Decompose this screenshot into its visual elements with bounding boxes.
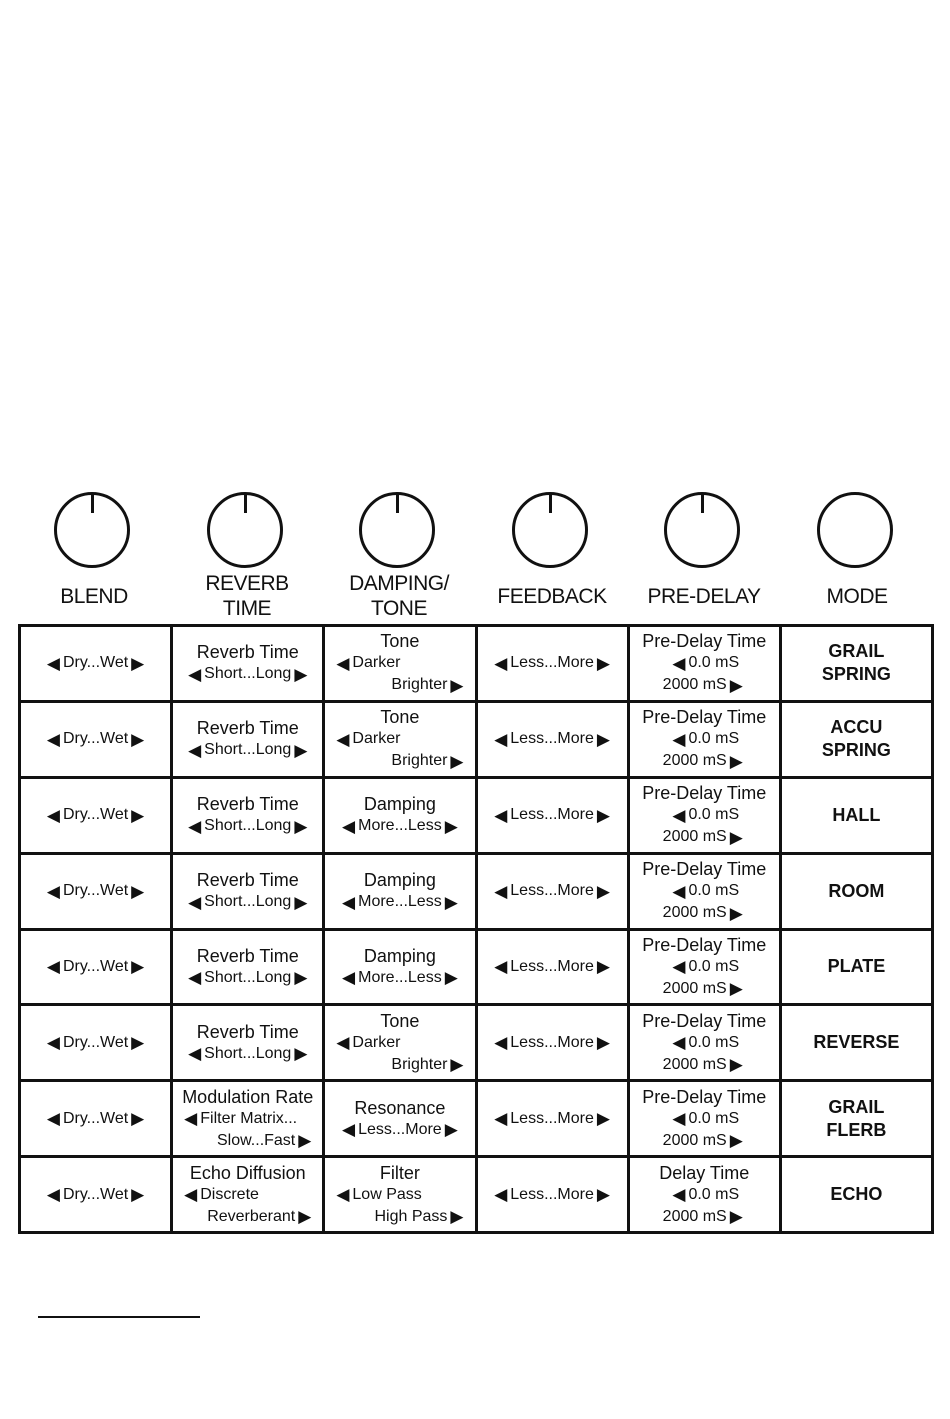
arrow-right-icon: ▶ [131,653,145,673]
mode-name: HALL [832,804,881,825]
range-label: Dry...Wet [62,1185,129,1203]
arrow-left-icon: ◀ [336,653,350,673]
arrow-left-icon: ◀ [342,816,356,836]
range-label: 2000 mS [662,1207,727,1225]
range-label: Discrete [200,1185,259,1203]
arrow-right-icon: ▶ [294,1044,308,1064]
range-label: Dry...Wet [62,654,129,672]
arrow-right-icon: ▶ [294,664,308,684]
arrow-left-icon: ◀ [672,1109,686,1129]
range-label: Less...More [510,882,594,900]
arrow-right-icon: ▶ [450,675,464,695]
arrow-left-icon: ◀ [336,1185,350,1205]
range-label: 0.0 mS [688,654,740,672]
arrow-left-icon: ◀ [494,653,508,673]
arrow-left-icon: ◀ [46,1033,60,1053]
range-label: Less...More [510,806,594,824]
arrow-right-icon: ▶ [131,1033,145,1053]
mode-knob[interactable] [817,492,893,568]
range-label: Dry...Wet [62,1109,129,1127]
feedback-cell [478,931,627,1004]
param-cell [325,1082,474,1155]
range-label: Less...More [510,957,594,975]
arrow-right-icon: ▶ [729,1055,743,1075]
mode-name: ROOM [828,880,885,901]
mode-cell [782,1158,931,1231]
range-label: 0.0 mS [688,806,740,824]
mode-cell [782,627,931,700]
range-label: 2000 mS [662,979,727,997]
arrow-right-icon: ▶ [729,903,743,923]
range-label: Less...More [510,654,594,672]
knob-pointer [549,493,552,513]
mode-parameter-table [18,624,934,1234]
arrow-right-icon: ▶ [131,1185,145,1205]
knob-pointer [91,493,94,513]
arrow-left-icon: ◀ [46,1185,60,1205]
arrow-right-icon: ▶ [729,751,743,771]
param-title: Reverb Time [196,870,299,891]
arrow-left-icon: ◀ [336,729,350,749]
damping-cell [325,855,474,928]
param-title: Reverb Time [196,1021,299,1042]
arrow-left-icon: ◀ [46,729,60,749]
knob-damping-tone-column [323,486,475,626]
arrow-left-icon: ◀ [188,968,202,988]
range-label: Low Pass [352,1185,422,1203]
range-label: High Pass [374,1207,448,1225]
arrow-right-icon: ▶ [298,1131,312,1151]
range-label: Less...More [358,1120,442,1138]
arrow-left-icon: ◀ [46,881,60,901]
blend-cell [21,627,170,700]
arrow-left-icon: ◀ [494,957,508,977]
mode-name: REVERSE [813,1032,900,1053]
range-label: Less...More [510,1109,594,1127]
arrow-right-icon: ▶ [444,1120,458,1140]
arrow-right-icon: ▶ [596,1109,610,1129]
feedback-cell [478,855,627,928]
range-label: Short...Long [204,817,292,835]
arrow-left-icon: ◀ [494,881,508,901]
arrow-left-icon: ◀ [46,653,60,673]
knob-blend-column [18,486,170,626]
pre-delay-cell [630,779,779,852]
arrow-left-icon: ◀ [188,1044,202,1064]
arrow-left-icon: ◀ [188,816,202,836]
mode-cell [782,931,931,1004]
mode-name: PLATE [827,956,886,977]
damping-tone-knob[interactable] [359,492,435,568]
damping-cell [325,931,474,1004]
tone-cell [325,703,474,776]
mode-name: GRAIL SPRING [821,641,891,685]
range-label: More...Less [358,893,442,911]
range-label: Darker [352,654,401,672]
feedback-knob[interactable] [512,492,588,568]
mode-name: GRAIL FLERB [826,1096,887,1140]
range-label: Short...Long [204,893,292,911]
arrow-left-icon: ◀ [672,653,686,673]
reverb-time-cell [173,703,322,776]
param-title: Damping [363,870,436,891]
arrow-left-icon: ◀ [184,1109,198,1129]
blend-cell [21,779,170,852]
arrow-right-icon: ▶ [596,1185,610,1205]
arrow-right-icon: ▶ [294,816,308,836]
mode-cell [782,703,931,776]
arrow-left-icon: ◀ [672,881,686,901]
knob-label: DAMPING/ TONE [349,572,449,620]
arrow-right-icon: ▶ [596,881,610,901]
arrow-right-icon: ▶ [596,729,610,749]
knob-label: REVERB TIME [205,572,289,620]
arrow-right-icon: ▶ [131,729,145,749]
range-label: Brighter [391,1055,448,1073]
mode-name: ACCU SPRING [821,717,891,761]
range-label: Short...Long [204,1044,292,1062]
param-title: Pre-Delay Time [642,859,767,880]
arrow-right-icon: ▶ [729,675,743,695]
mode-name: ECHO [830,1184,883,1205]
param-title: Pre-Delay Time [642,1010,767,1031]
param-title: Tone [380,1010,420,1031]
knob-feedback-column [476,486,628,626]
reverb-time-cell [173,855,322,928]
param-title: Pre-Delay Time [642,707,767,728]
range-label: Slow...Fast [217,1131,296,1149]
arrow-left-icon: ◀ [342,892,356,912]
footnote-rule [38,1316,200,1318]
feedback-cell [478,703,627,776]
range-label: Brighter [391,676,448,694]
param-title: Reverb Time [196,794,299,815]
param-cell [325,1158,474,1231]
range-label: Dry...Wet [62,730,129,748]
range-label: 0.0 mS [688,957,740,975]
arrow-left-icon: ◀ [188,892,202,912]
arrow-left-icon: ◀ [672,957,686,977]
range-label: Dry...Wet [62,882,129,900]
knob-row [18,486,934,626]
range-label: 0.0 mS [688,1109,740,1127]
arrow-left-icon: ◀ [672,805,686,825]
param-title: Filter [379,1162,420,1183]
blend-cell [21,855,170,928]
knob-label: PRE-DELAY [647,584,761,608]
param-title: Delay Time [659,1162,750,1183]
range-label: Brighter [391,752,448,770]
arrow-left-icon: ◀ [494,1109,508,1129]
pre-delay-cell [630,1082,779,1155]
tone-cell [325,627,474,700]
blend-cell [21,1006,170,1079]
range-label: Dry...Wet [62,806,129,824]
mode-cell [782,1082,931,1155]
mode-cell [782,1006,931,1079]
arrow-left-icon: ◀ [672,1185,686,1205]
param-title: Echo Diffusion [189,1162,306,1183]
arrow-right-icon: ▶ [294,740,308,760]
range-label: Filter Matrix... [200,1109,298,1127]
blend-cell [21,1158,170,1231]
arrow-right-icon: ▶ [294,892,308,912]
arrow-right-icon: ▶ [444,892,458,912]
arrow-right-icon: ▶ [729,1131,743,1151]
arrow-right-icon: ▶ [131,1109,145,1129]
param-title: Pre-Delay Time [642,1086,767,1107]
feedback-cell [478,627,627,700]
range-label: 2000 mS [662,904,727,922]
range-label: More...Less [358,968,442,986]
range-label: More...Less [358,817,442,835]
arrow-right-icon: ▶ [596,957,610,977]
arrow-right-icon: ▶ [131,957,145,977]
knob-mode-column [781,486,933,626]
arrow-left-icon: ◀ [46,805,60,825]
reverb-time-cell [173,627,322,700]
blend-cell [21,703,170,776]
reverb-time-cell [173,779,322,852]
mode-cell [782,855,931,928]
knob-pointer [701,493,704,513]
param-title: Tone [380,631,420,652]
arrow-left-icon: ◀ [672,1033,686,1053]
param-title: Reverb Time [196,718,299,739]
arrow-left-icon: ◀ [672,729,686,749]
feedback-cell [478,1082,627,1155]
range-label: Dry...Wet [62,957,129,975]
range-label: 2000 mS [662,752,727,770]
range-label: Short...Long [204,741,292,759]
arrow-right-icon: ▶ [596,1033,610,1053]
arrow-right-icon: ▶ [444,816,458,836]
arrow-left-icon: ◀ [494,1033,508,1053]
arrow-right-icon: ▶ [294,968,308,988]
feedback-cell [478,1006,627,1079]
mode-cell [782,779,931,852]
pre-delay-cell [630,1006,779,1079]
arrow-right-icon: ▶ [450,751,464,771]
range-label: 0.0 mS [688,1185,740,1203]
range-label: 2000 mS [662,676,727,694]
knob-label: BLEND [60,584,128,608]
arrow-right-icon: ▶ [596,805,610,825]
arrow-left-icon: ◀ [188,740,202,760]
arrow-right-icon: ▶ [298,1207,312,1227]
tone-cell [325,1006,474,1079]
knob-pointer [396,493,399,513]
pre-delay-cell [630,627,779,700]
param-title: Modulation Rate [182,1086,314,1107]
feedback-cell [478,779,627,852]
arrow-right-icon: ▶ [450,1055,464,1075]
arrow-right-icon: ▶ [444,968,458,988]
knob-reverb-time-column [171,486,323,626]
param-title: Reverb Time [196,642,299,663]
range-label: 2000 mS [662,828,727,846]
arrow-left-icon: ◀ [46,1109,60,1129]
pre-delay-cell [630,855,779,928]
reverb-time-cell [173,931,322,1004]
pre-delay-cell [630,703,779,776]
range-label: Short...Long [204,968,292,986]
range-label: 2000 mS [662,1131,727,1149]
arrow-left-icon: ◀ [342,968,356,988]
param-title: Pre-Delay Time [642,934,767,955]
pre-delay-knob[interactable] [664,492,740,568]
range-label: Dry...Wet [62,1033,129,1051]
arrow-right-icon: ▶ [729,1207,743,1227]
param-title: Resonance [354,1097,446,1118]
feedback-cell [478,1158,627,1231]
param-cell [173,1158,322,1231]
arrow-left-icon: ◀ [342,1120,356,1140]
param-title: Damping [363,945,436,966]
arrow-right-icon: ▶ [131,881,145,901]
range-label: Reverberant [207,1207,296,1225]
pre-delay-cell [630,1158,779,1231]
arrow-left-icon: ◀ [336,1033,350,1053]
param-title: Tone [380,707,420,728]
range-label: 0.0 mS [688,730,740,748]
knob-label: MODE [826,584,888,608]
knob-pre-delay-column [628,486,780,626]
reverb-time-cell [173,1006,322,1079]
arrow-right-icon: ▶ [131,805,145,825]
arrow-left-icon: ◀ [184,1185,198,1205]
range-label: Darker [352,1033,401,1051]
pre-delay-cell [630,931,779,1004]
range-label: Less...More [510,730,594,748]
damping-cell [325,779,474,852]
param-title: Pre-Delay Time [642,631,767,652]
arrow-left-icon: ◀ [46,957,60,977]
range-label: 0.0 mS [688,882,740,900]
arrow-right-icon: ▶ [729,979,743,999]
range-label: 0.0 mS [688,1033,740,1051]
knob-pointer [244,493,247,513]
blend-knob[interactable] [54,492,130,568]
arrow-left-icon: ◀ [494,1185,508,1205]
arrow-left-icon: ◀ [494,805,508,825]
range-label: Darker [352,730,401,748]
param-cell [173,1082,322,1155]
param-title: Pre-Delay Time [642,783,767,804]
range-label: 2000 mS [662,1055,727,1073]
arrow-right-icon: ▶ [596,653,610,673]
reverb-time-knob[interactable] [207,492,283,568]
arrow-left-icon: ◀ [494,729,508,749]
arrow-left-icon: ◀ [188,664,202,684]
param-title: Reverb Time [196,945,299,966]
blend-cell [21,1082,170,1155]
param-title: Damping [363,794,436,815]
arrow-right-icon: ▶ [729,827,743,847]
arrow-right-icon: ▶ [450,1207,464,1227]
range-label: Short...Long [204,665,292,683]
knob-label: FEEDBACK [497,584,607,608]
range-label: Less...More [510,1185,594,1203]
range-label: Less...More [510,1033,594,1051]
blend-cell [21,931,170,1004]
